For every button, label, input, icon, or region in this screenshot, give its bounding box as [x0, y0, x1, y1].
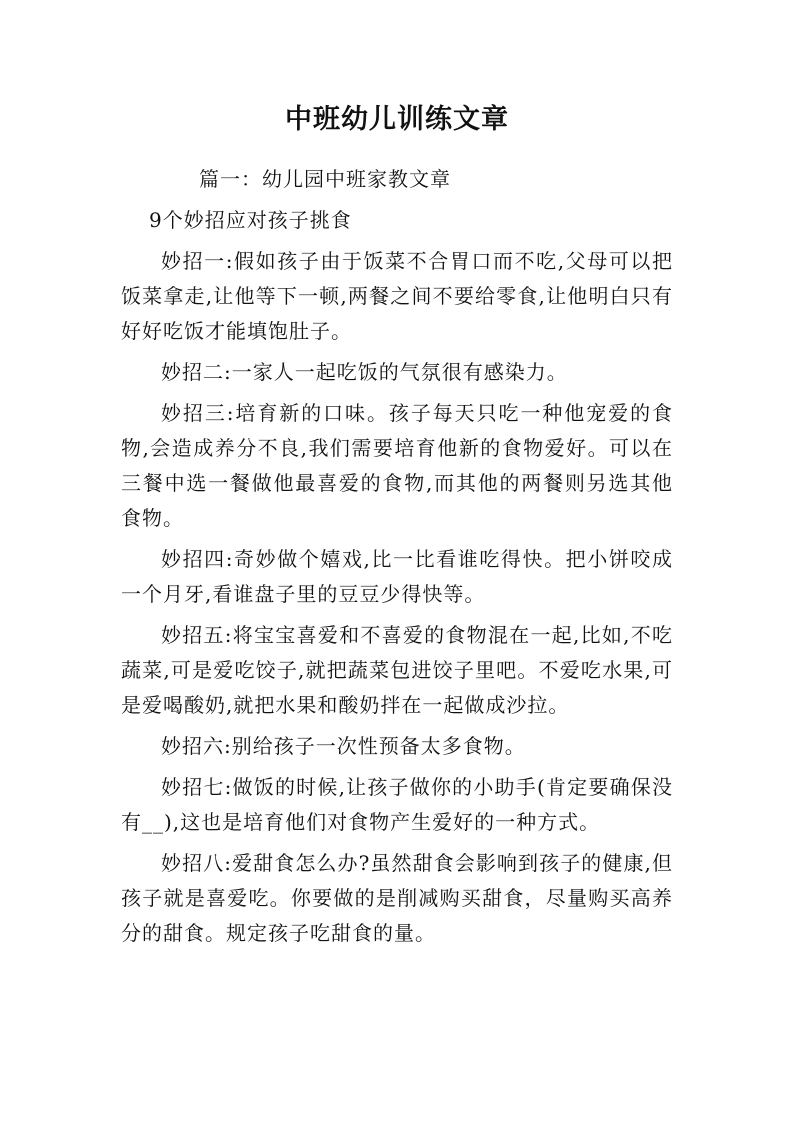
paragraph-tip-3: 妙招三:培育新的口味。孩子每天只吃一种他宠爱的食物,会造成养分不良,我们需要培育他新的食物爱好。可以在三餐中选一餐做他最喜爱的食物,而其他的两餐则另选其他食物。: [121, 401, 673, 530]
paragraph-tip-1: 妙招一:假如孩子由于饭菜不合胃口而不吃,父母可以把饭菜拿走,让他等下一顿,两餐之间不要给零食,让他明白只有好好吃饭才能填饱肚子。: [121, 249, 673, 343]
paragraph-tip-2: 妙招二:一家人一起吃饭的气氛很有感染力。: [161, 360, 568, 384]
document-subtitle: 篇一：幼儿园中班家教文章: [199, 167, 451, 191]
paragraph-tip-5: 妙招五:将宝宝喜爱和不喜爱的食物混在一起,比如,不吃蔬菜,可是爱吃饺子,就把蔬菜包进饺子里吧。不爱吃水果,可是爱喝酸奶,就把水果和酸奶拌在一起做成沙拉。: [121, 623, 673, 717]
document-title: 中班幼儿训练文章: [285, 104, 509, 135]
paragraph-tip-4: 妙招四:奇妙做个嬉戏,比一比看谁吃得快。把小饼咬成一个月牙,看谁盘子里的豆豆少得快等。: [121, 547, 673, 606]
document-body: [121, 162, 673, 957]
paragraph-tip-6: 妙招六:别给孩子一次性预备太多食物。: [161, 734, 526, 758]
paragraph-tip-8: 妙招八:爱甜食怎么办?虽然甜食会影响到孩子的健康,但孩子就是喜爱吃。你要做的是削减购买甜食，尽量购买高养分的甜食。规定孩子吃甜食的量。: [121, 851, 673, 945]
paragraph-tip-7: 妙招七:做饭的时候,让孩子做你的小助手(肯定要确保没有__),这也是培育他们对食物产生爱好的一种方式。: [121, 775, 673, 834]
section-heading: 9个妙招应对孩子挑食: [149, 208, 352, 232]
